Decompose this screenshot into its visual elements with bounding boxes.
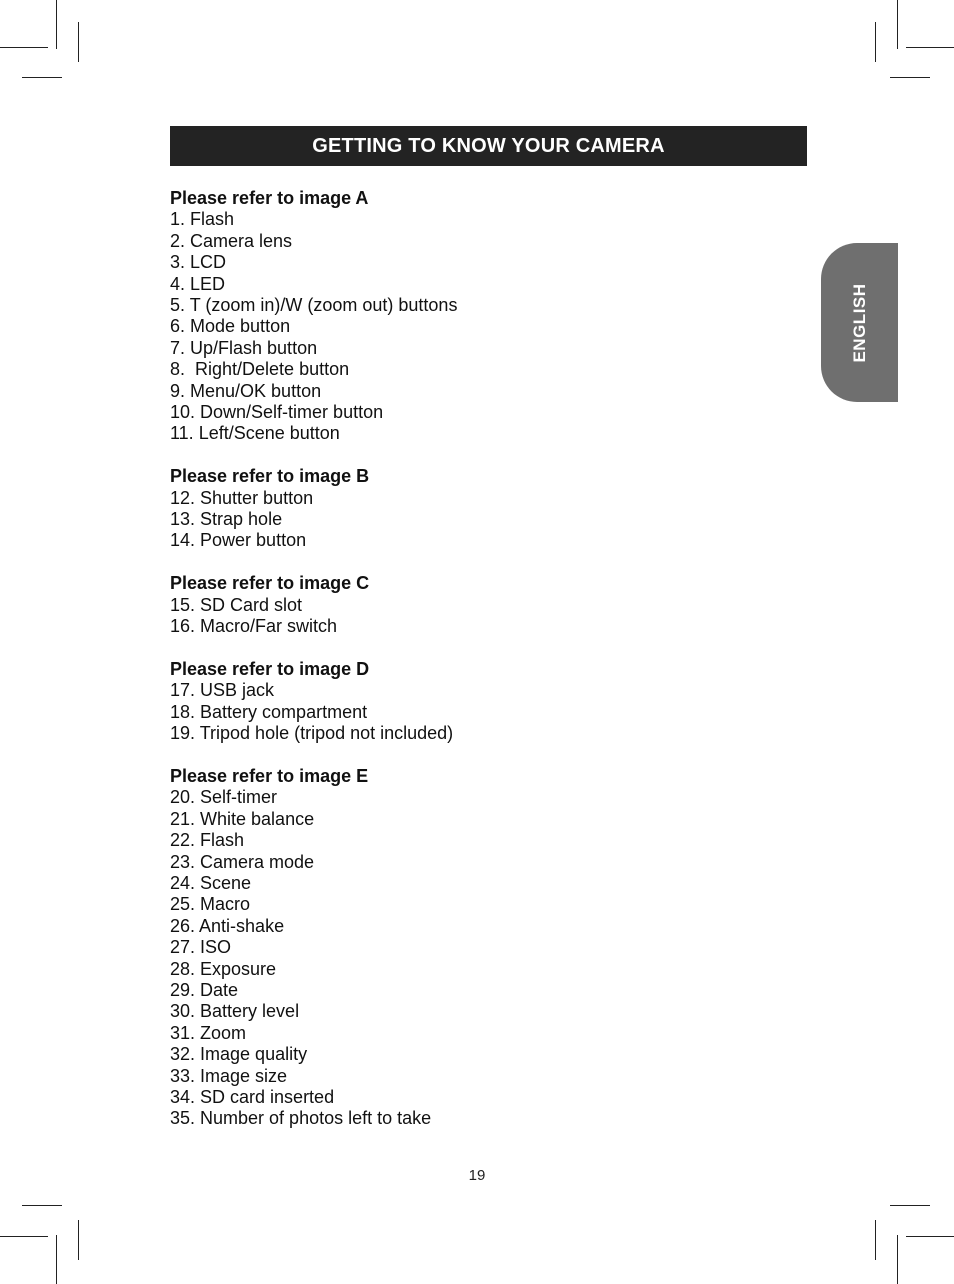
list-item: 15. SD Card slot xyxy=(170,594,303,615)
list-item: 21. White balance xyxy=(170,808,315,829)
language-tab xyxy=(821,243,898,402)
section-heading: Please refer to image C xyxy=(170,573,370,594)
crop-mark xyxy=(906,1236,954,1237)
crop-mark xyxy=(890,1205,930,1206)
list-item: 2. Camera lens xyxy=(170,230,293,251)
list-item: 22. Flash xyxy=(170,830,245,851)
section-heading: Please refer to image B xyxy=(170,466,370,487)
section-heading: Please refer to image D xyxy=(170,658,370,679)
list-item: 10. Down/Self-timer button xyxy=(170,402,384,423)
list-item: 35. Number of photos left to take xyxy=(170,1108,432,1129)
section-heading: Please refer to image E xyxy=(170,765,369,786)
crop-mark xyxy=(56,0,57,49)
crop-mark xyxy=(897,1235,898,1284)
list-item: 20. Self-timer xyxy=(170,787,278,808)
parts-section xyxy=(170,466,770,552)
parts-list xyxy=(170,188,770,1151)
list-item: 18. Battery compartment xyxy=(170,701,368,722)
list-item: 12. Shutter button xyxy=(170,487,314,508)
list-item: 31. Zoom xyxy=(170,1022,247,1043)
list-item: 29. Date xyxy=(170,979,239,1000)
list-item: 34. SD card inserted xyxy=(170,1087,335,1107)
list-item: 11. Left/Scene button xyxy=(170,423,340,444)
list-item: 26. Anti-shake xyxy=(170,915,285,936)
parts-section xyxy=(170,188,770,445)
crop-mark xyxy=(875,1220,876,1260)
list-item: 5. T (zoom in)/W (zoom out) buttons xyxy=(170,295,458,316)
crop-mark xyxy=(0,1236,48,1237)
list-item: 27. ISO xyxy=(170,937,232,958)
list-item: 4. LED xyxy=(170,273,226,294)
crop-mark xyxy=(78,1220,79,1260)
list-item: 17. USB jack xyxy=(170,680,275,701)
list-item: 30. Battery level xyxy=(170,1001,300,1022)
list-item: 16. Macro/Far switch xyxy=(170,616,338,637)
list-item: 13. Strap hole xyxy=(170,509,283,530)
section-heading: Please refer to image A xyxy=(170,188,369,208)
list-item: 8. Right/Delete button xyxy=(170,359,350,380)
crop-mark xyxy=(906,47,954,48)
parts-section xyxy=(170,659,770,745)
list-item: 24. Scene xyxy=(170,872,252,893)
list-item: 3. LCD xyxy=(170,252,227,273)
list-item: 14. Power button xyxy=(170,530,307,551)
crop-mark xyxy=(890,77,930,78)
list-item: 23. Camera mode xyxy=(170,851,315,872)
parts-section xyxy=(170,766,770,1130)
list-item: 6. Mode button xyxy=(170,316,291,337)
list-item: 32. Image quality xyxy=(170,1044,308,1065)
crop-mark xyxy=(875,22,876,62)
list-item: 7. Up/Flash button xyxy=(170,337,318,358)
crop-mark xyxy=(0,47,48,48)
list-item: 28. Exposure xyxy=(170,958,277,979)
list-item: 33. Image size xyxy=(170,1065,288,1086)
language-tab-label: ENGLISH xyxy=(849,282,869,363)
crop-mark xyxy=(78,22,79,62)
page-title: GETTING TO KNOW YOUR CAMERA xyxy=(170,126,807,166)
parts-section xyxy=(170,573,770,637)
crop-mark xyxy=(22,77,62,78)
page-number: 19 xyxy=(468,1167,486,1184)
list-item: 19. Tripod hole (tripod not included) xyxy=(170,723,454,744)
crop-mark xyxy=(22,1205,62,1206)
crop-mark xyxy=(897,0,898,49)
crop-mark xyxy=(56,1235,57,1284)
list-item: 9. Menu/OK button xyxy=(170,380,322,401)
list-item: 1. Flash xyxy=(170,209,235,230)
list-item: 25. Macro xyxy=(170,894,251,915)
